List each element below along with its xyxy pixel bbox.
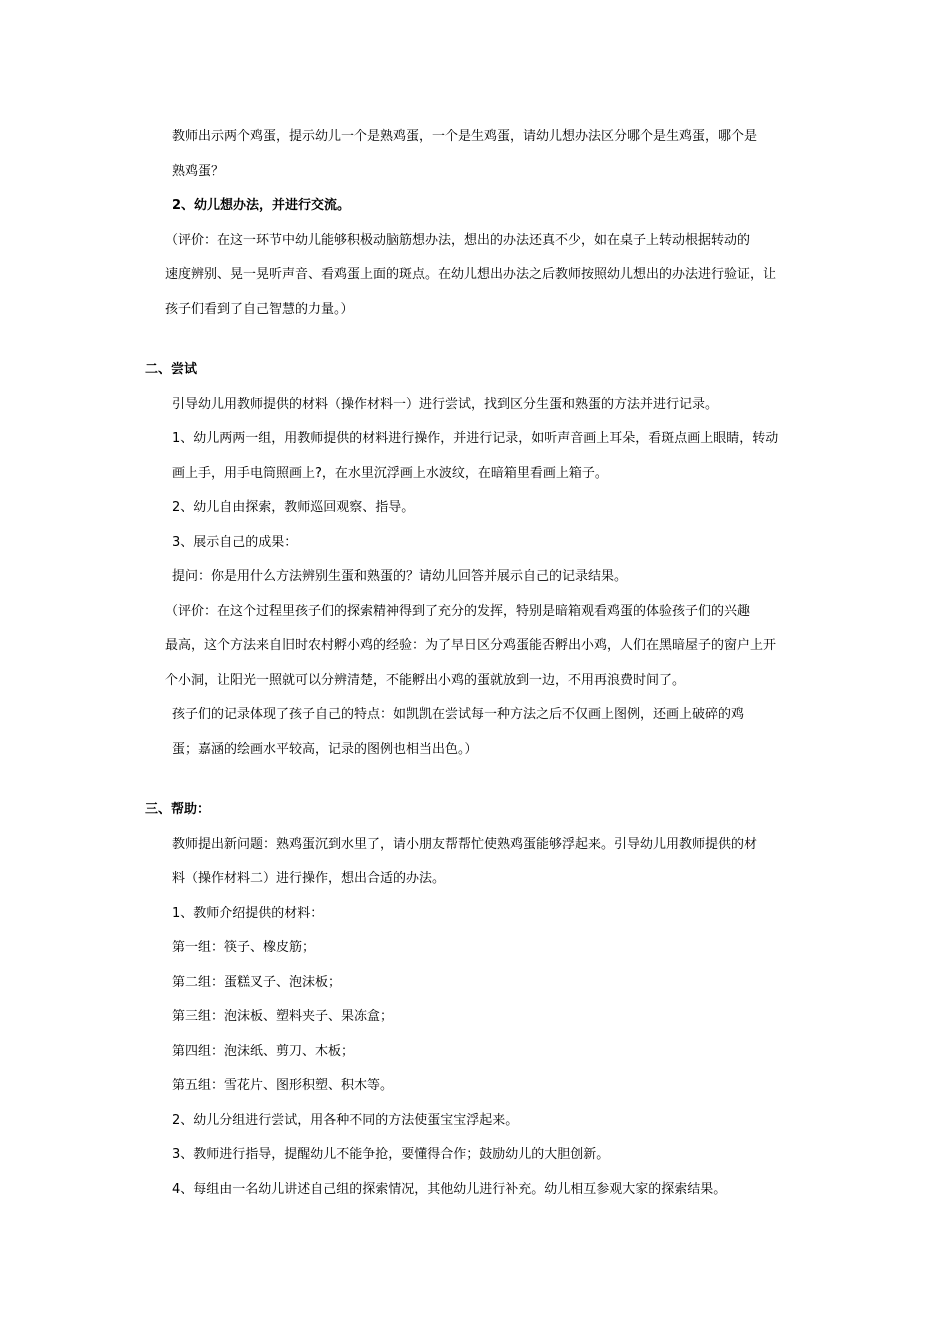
text-line: 蛋；嘉涵的绘画水平较高，记录的图例也相当出色。） [172, 741, 478, 757]
section-2-item-2: 2、幼儿自由探索，教师巡回观察、指导。 [172, 500, 415, 515]
text-line: 个小洞，让阳光一照就可以分辨清楚，不能孵出小鸡的蛋就放到一边，不用再浪费时间了。 [165, 672, 686, 688]
section-3-item-1: 1、教师介绍提供的材料： [172, 905, 324, 921]
text-line: （评价：在这个过程里孩子们的探索精神得到了充分的发挥，特别是暗箱观看鸡蛋的体验孩子们的兴趣 [165, 603, 751, 619]
material-group-4: 第四组：泡沫纸、剪刀、木板； [172, 1043, 355, 1059]
section-3-heading: 三、帮助： [145, 802, 211, 817]
material-group-5: 第五组：雪花片、图形积塑、积木等。 [172, 1078, 394, 1093]
section-3-item-4: 4、每组由一名幼儿讲述自己组的探索情况，其他幼儿进行补充。幼儿相互参观大家的探索结果。 [172, 1181, 727, 1197]
document-page [145, 120, 810, 1207]
section-3-item-3: 3、教师进行指导，提醒幼儿不能争抢，要懂得合作；鼓励幼儿的大胆创新。 [172, 1147, 610, 1162]
material-group-3: 第三组：泡沫板、塑料夹子、果冻盒； [172, 1009, 394, 1024]
text-line: 熟鸡蛋？ [172, 163, 225, 179]
text-line: 料（操作材料二）进行操作，想出合适的办法。 [172, 871, 446, 886]
text-line: 孩子们看到了自己智慧的力量。） [165, 301, 354, 317]
step-2-heading: 2、幼儿想办法，并进行交流。 [172, 198, 351, 213]
section-3-item-2: 2、幼儿分组进行尝试，用各种不同的方法使蛋宝宝浮起来。 [172, 1112, 519, 1128]
text-line: （评价：在这一环节中幼儿能够积极动脑筋想办法，想出的办法还真不少，如在桌子上转动根据转动的 [165, 232, 751, 248]
section-3-intro [145, 828, 810, 897]
evaluation-paragraph-2b [145, 698, 810, 767]
material-group-1: 第一组：筷子、橡皮筋； [172, 940, 316, 955]
material-group-2: 第二组：蛋糕叉子、泡沫板； [172, 974, 342, 990]
text-line: 画上手，用手电筒照画上?，在水里沉浮画上水波纹，在暗箱里看画上箱子。 [172, 465, 608, 481]
text-line: 最高，这个方法来自旧时农村孵小鸡的经验：为了早日区分鸡蛋能否孵出小鸡，人们在黑暗屋子的窗户上开 [165, 638, 777, 653]
evaluation-paragraph-2 [145, 595, 810, 699]
section-2-heading: 二、尝试 [145, 362, 198, 377]
text-line: 孩子们的记录体现了孩子自己的特点：如凯凯在尝试每一种方法之后不仅画上图例，还画上破碎的鸡 [172, 707, 745, 722]
intro-paragraph [145, 120, 810, 189]
text-line: 教师提出新问题：熟鸡蛋沉到水里了，请小朋友帮帮忙使熟鸡蛋能够浮起来。引导幼儿用教师提供的材 [172, 836, 758, 852]
text-line: 教师出示两个鸡蛋，提示幼儿一个是熟鸡蛋，一个是生鸡蛋，请幼儿想办法区分哪个是生鸡蛋，哪个是 [172, 129, 758, 144]
section-2-guide: 引导幼儿用教师提供的材料（操作材料一）进行尝试，找到区分生蛋和熟蛋的方法并进行记录。 [172, 396, 719, 412]
section-2-question: 提问：你是用什么方法辨别生蛋和熟蛋的？请幼儿回答并展示自己的记录结果。 [172, 569, 628, 584]
section-2-item-1 [145, 422, 810, 491]
section-2-item-3: 3、展示自己的成果： [172, 534, 298, 550]
text-line: 1、幼儿两两一组，用教师提供的材料进行操作，并进行记录，如听声音画上耳朵，看斑点画上眼睛，转动 [172, 431, 779, 446]
text-line: 速度辨别、晃一晃听声音、看鸡蛋上面的斑点。在幼儿想出办法之后教师按照幼儿想出的办法进行验证，让 [165, 267, 777, 282]
evaluation-paragraph-1 [145, 224, 810, 328]
